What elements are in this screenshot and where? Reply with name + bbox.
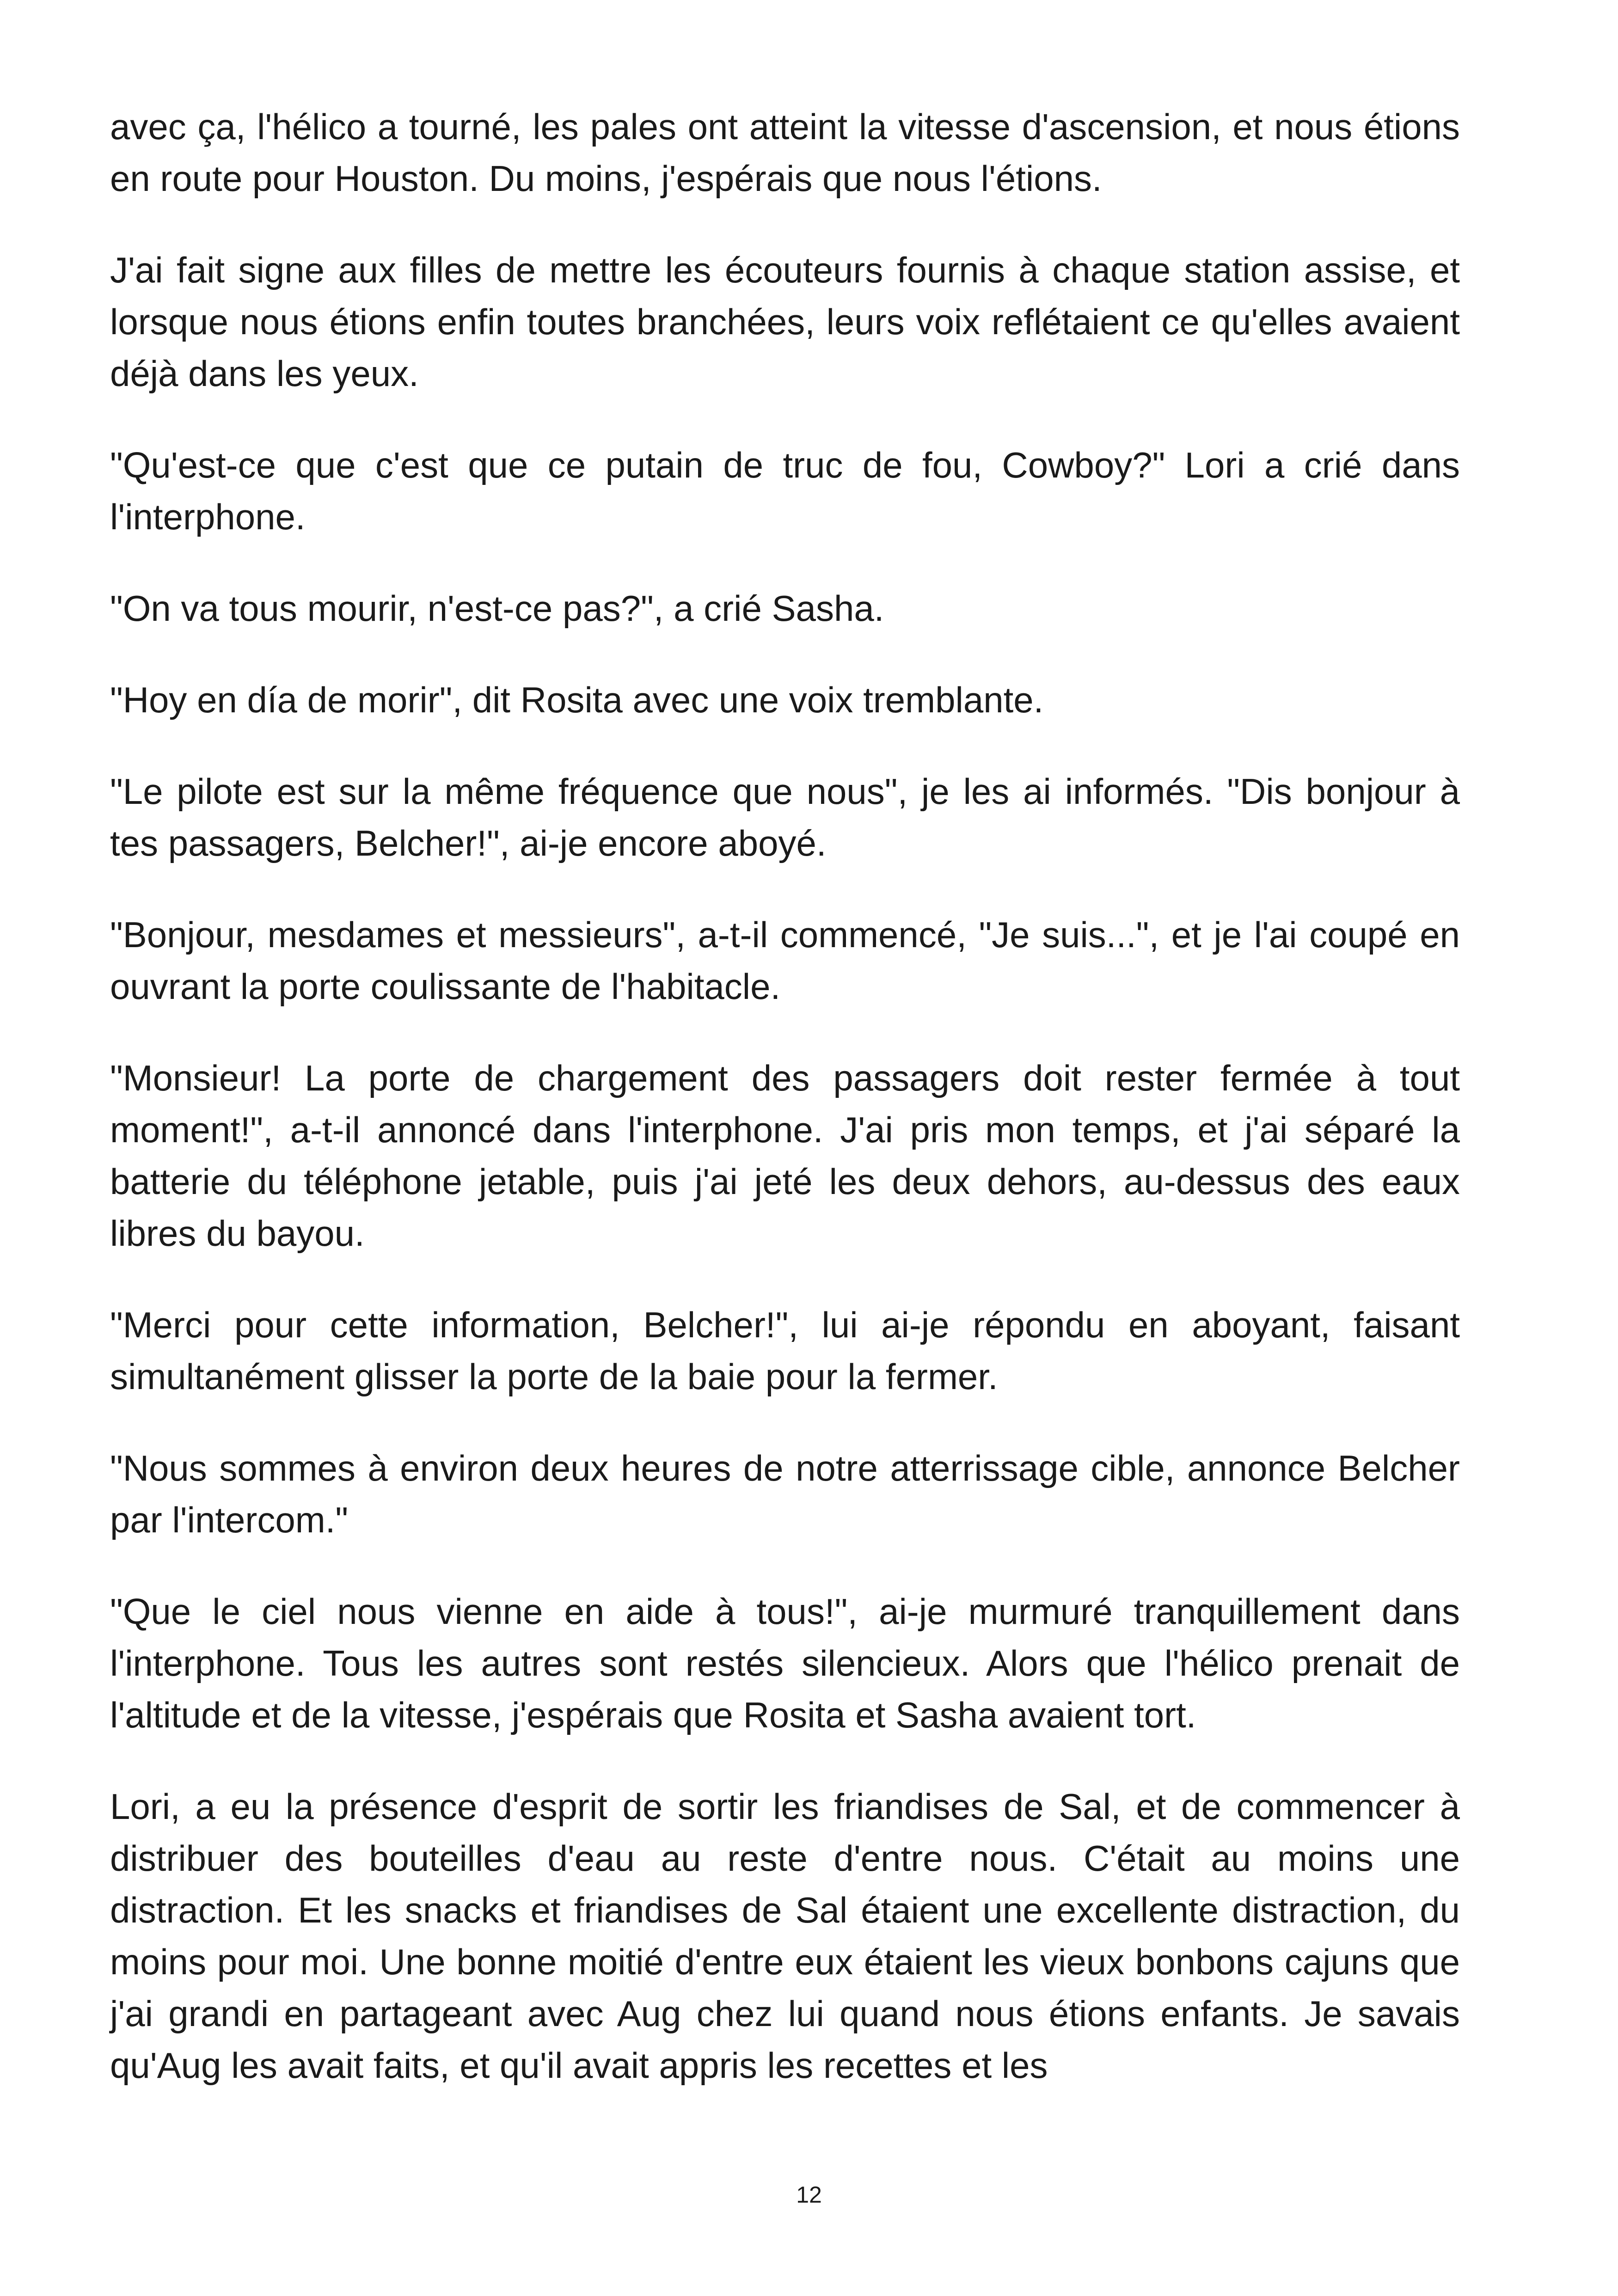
page-number: 12 [796,2182,822,2208]
paragraph-3: "Qu'est-ce que c'est que ce putain de truc de fou, Cowboy?" Lori a crié dans l'interphone. [110,445,1460,537]
paragraph-9: "Merci pour cette information, Belcher!", lui ai-je répondu en aboyant, faisant simultanément glisser la porte de la baie pour la fermer. [110,1304,1460,1397]
paragraph-4: "On va tous mourir, n'est-ce pas?", a crié Sasha. [110,588,884,629]
paragraph-10: "Nous sommes à environ deux heures de notre atterrissage cible, annonce Belcher par l'intercom." [110,1448,1460,1540]
paragraph-5: "Hoy en día de morir", dit Rosita avec une voix tremblante. [110,680,1044,720]
paragraph-2: J'ai fait signe aux filles de mettre les écouteurs fournis à chaque station assise, et lorsque nous étions enfin toutes branchées, leurs voix reflétaient ce qu'elles avaient déjà dans les yeux. [110,250,1460,394]
paragraph-1: avec ça, l'hélico a tourné, les pales ont atteint la vitesse d'ascension, et nous étions en route pour Houston. Du moins, j'espérais que nous l'étions. [110,106,1460,199]
paragraph-8: "Monsieur! La porte de chargement des passagers doit rester fermée à tout moment!", a-t-il annoncé dans l'interphone. J'ai pris mon temps, et j'ai séparé la batterie du téléphone jetable, puis j'ai jeté les deux dehors, au-dessus des eaux libres du bayou. [110,1058,1460,1254]
paragraph-12: Lori, a eu la présence d'esprit de sortir les friandises de Sal, et de commencer à distribuer des bouteilles d'eau au reste d'entre nous. C'était au moins une distraction. Et les snacks et friandises de Sal étaient une excellente distraction, du moins pour moi. Une bonne moitié d'entre eux étaient les vieux bonbons cajuns que j'ai grandi en partageant avec Aug chez lui quand nous étions enfants. Je savais qu'Aug les avait faits, et qu'il avait appris les recettes et les [110,1786,1460,2086]
paragraph-11: "Que le ciel nous vienne en aide à tous!", ai-je murmuré tranquillement dans l'interphone. Tous les autres sont restés silencieux. Alors que l'hélico prenait de l'altitude et de la vitesse, j'espérais que Rosita et Sasha avaient tort. [110,1591,1460,1735]
paragraph-7: "Bonjour, mesdames et messieurs", a-t-il commencé, "Je suis...", et je l'ai coupé en ouvrant la porte coulissante de l'habitacle. [110,914,1460,1007]
body-text [110,101,1460,2131]
paragraph-6: "Le pilote est sur la même fréquence que nous", je les ai informés. "Dis bonjour à tes passagers, Belcher!", ai-je encore aboyé. [110,771,1460,863]
